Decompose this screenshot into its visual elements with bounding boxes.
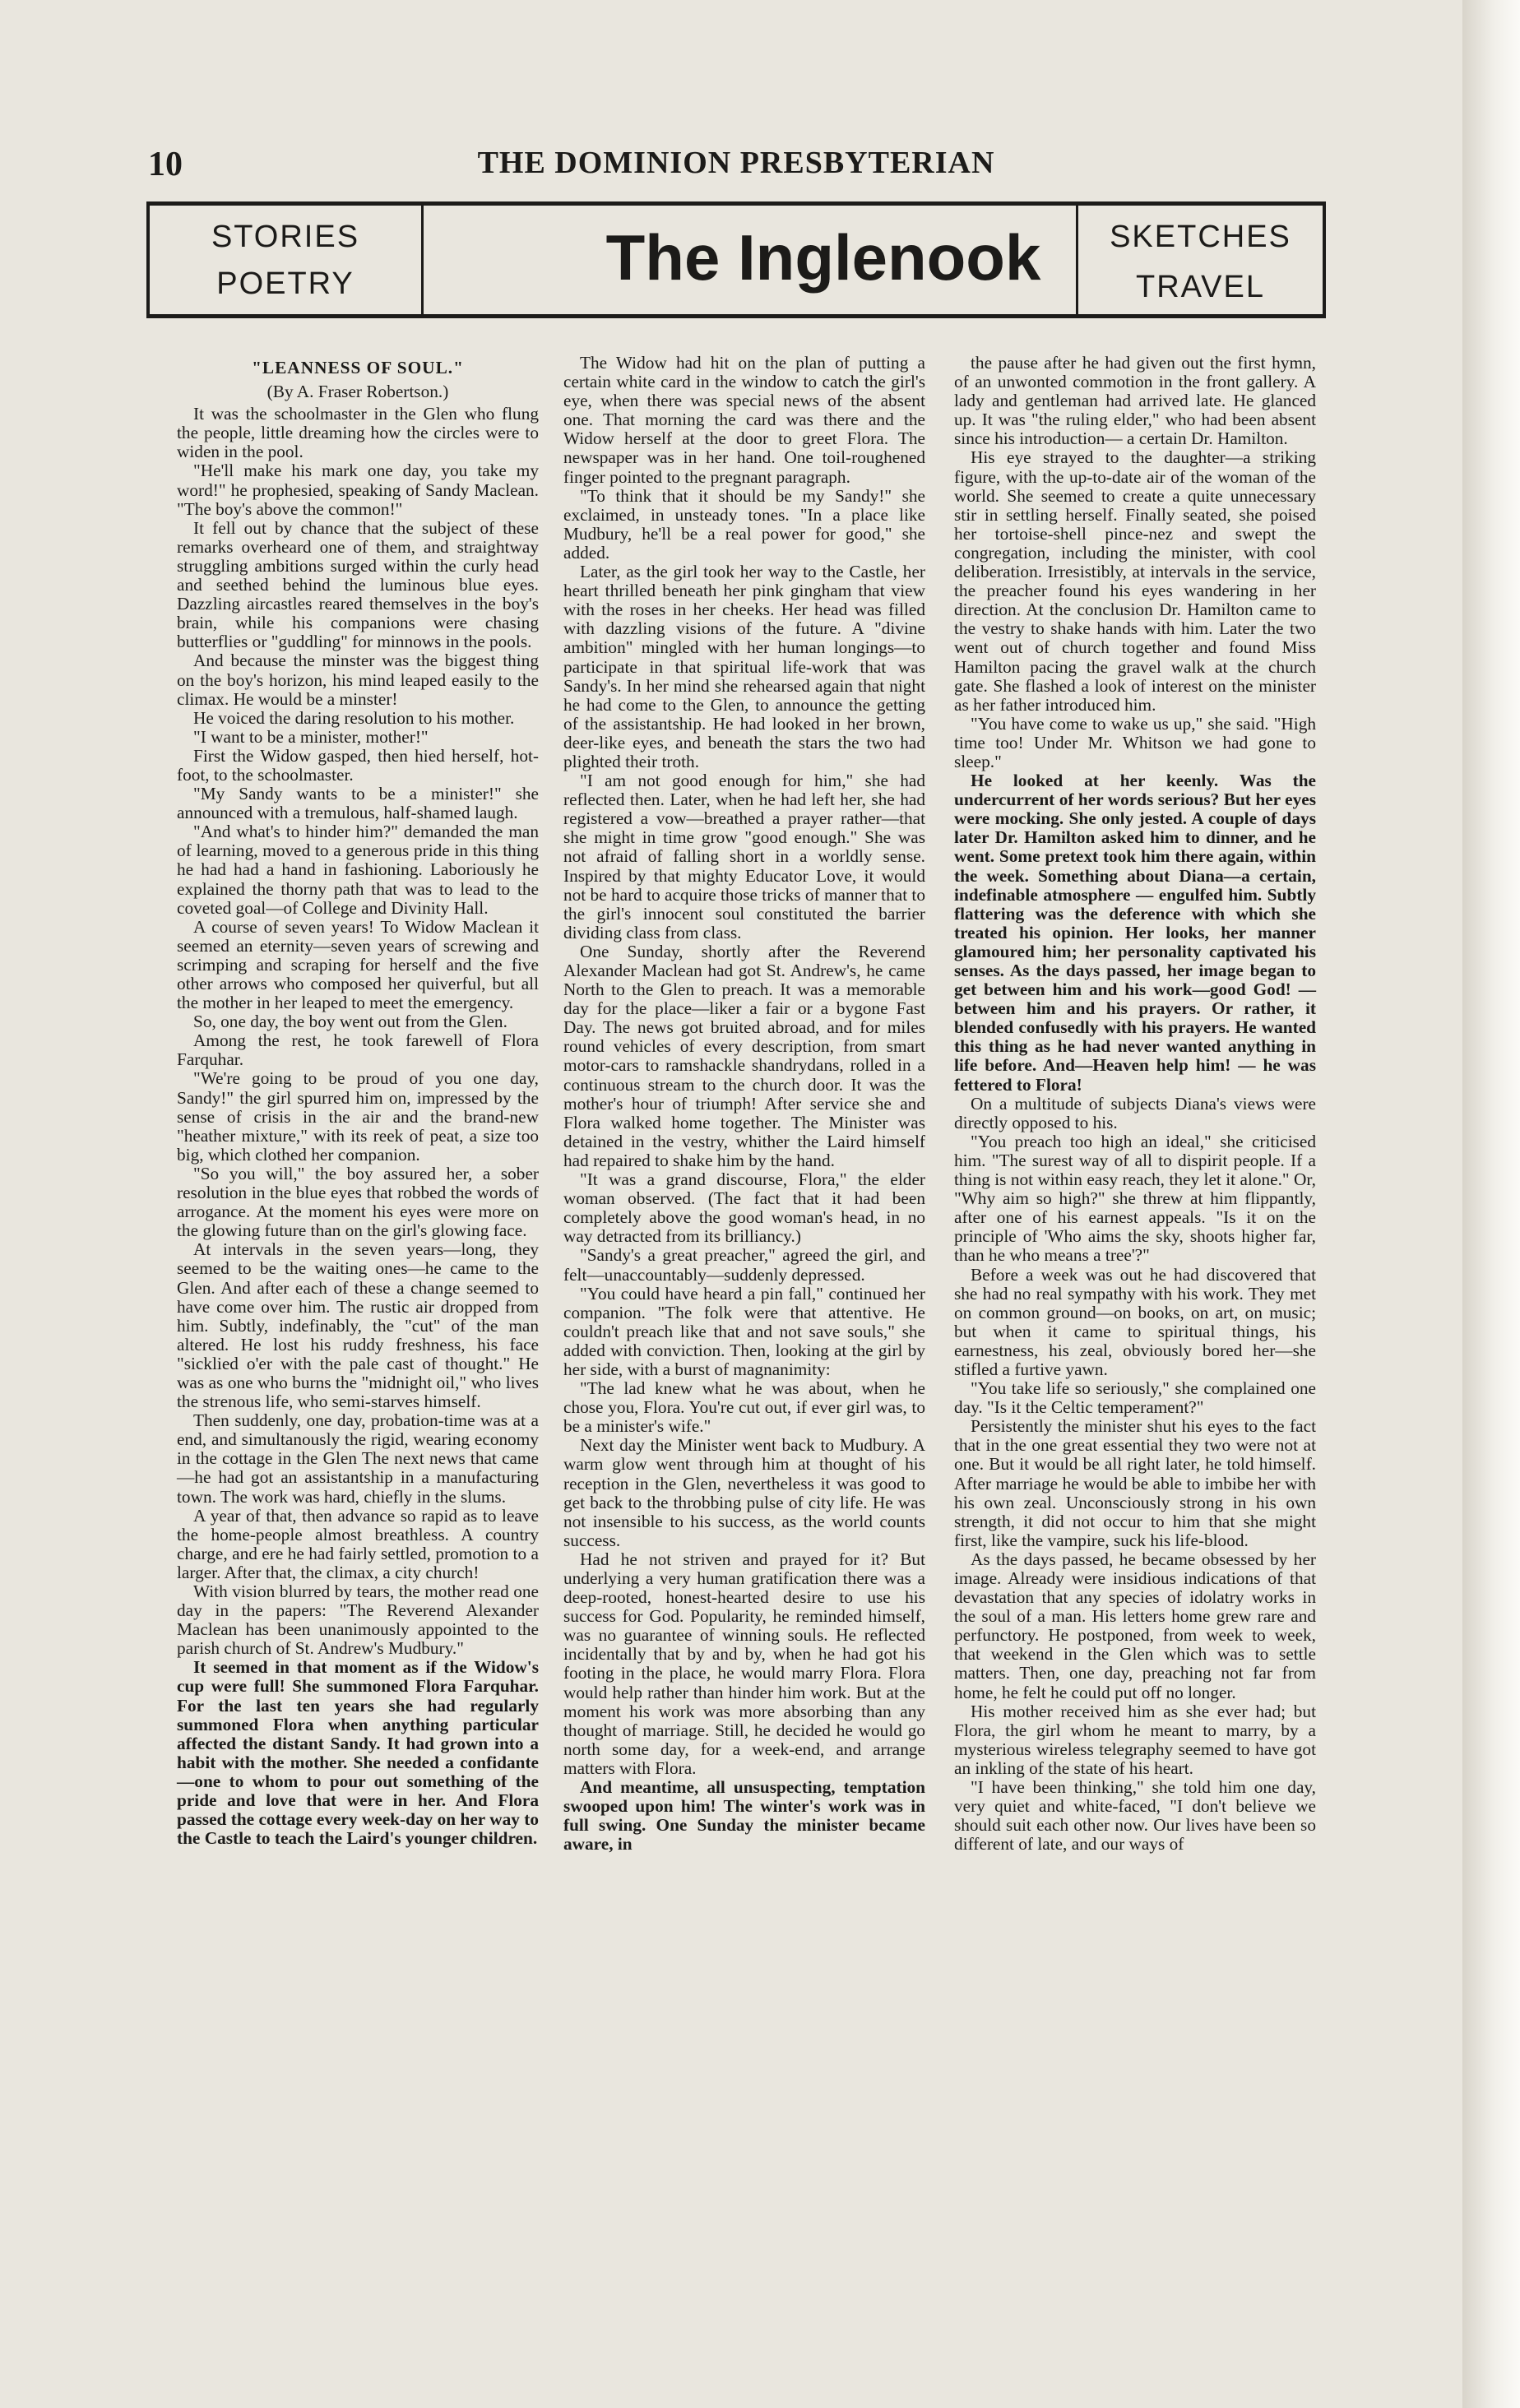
paragraph: "So you will," the boy assured her, a sober resolution in the blue eyes that robbed the words of arrogance. At the moment his eyes were more on the glowing future than on the girl's glowing face.: [177, 1163, 539, 1241]
paragraph: the pause after he had given out the first hymn, of an unwonted commotion in the front gallery. A lady and gentleman had arrived late. He glanced up. It was "the ruling elder," who had been absent since his introduction— a certain Dr. Hamilton.: [954, 353, 1316, 449]
column-1: [177, 354, 539, 1848]
paragraph: And meantime, all unsuspecting, temptation swooped upon him! The winter's work was in full swing. One Sunday the minister became aware, in: [563, 1777, 925, 1855]
paragraph: Among the rest, he took farewell of Flora Farquhar.: [177, 1030, 539, 1070]
banner-stories: STORIES: [211, 220, 360, 254]
paragraph: "The lad knew what he was about, when he chose you, Flora. You're cut out, if ever girl was, to be a minister's wife.": [563, 1378, 925, 1437]
page-edge: [1462, 0, 1520, 2408]
banner-sketches: SKETCHES: [1110, 220, 1291, 254]
banner-travel: TRAVEL: [1135, 270, 1265, 304]
paragraph: "You have come to wake us up," she said. "High time too! Under Mr. Whitson we had gone to sleep.": [954, 713, 1316, 771]
paragraph: First the Widow gasped, then hied herself, hot-foot, to the schoolmaster.: [177, 745, 539, 785]
paragraph: A year of that, then advance so rapid as to leave the home-people almost breathless. A country charge, and ere he had fairly settled, promotion to a larger. After that, the climax, a city church!: [177, 1505, 539, 1582]
paragraph: With vision blurred by tears, the mother read one day in the papers: "The Reverend Alexander Maclean has been unanimously appointed to the parish church of St. Andrew's Mudbury.": [177, 1581, 539, 1659]
paragraph: He voiced the daring resolution to his mother.: [193, 707, 515, 728]
paragraph: "You could have heard a pin fall," continued her companion. "The folk were that attentive. He couldn't preach like that and not save souls," she added with conviction. Then, looking at the girl by her side, with a burst of magnanimity:: [563, 1283, 925, 1379]
column-3: [954, 354, 1316, 1854]
article-byline: (By A. Fraser Robertson.): [266, 382, 449, 402]
paragraph: Had he not striven and prayed for it? But underlying a very human gratification there was a deep-rooted, honest-hearted desire to use his success for God. Popularity, he reminded himself, was no guarantee of winning souls. He reflected incidentally that by and by, when he had got his footing in the place, he would marry Flora. Flora would help rather than hinder him work. But at the moment his work was more absorbing than any thought of marriage. Still, he decided he would go north some day, for a week-end, and arrange matters with Flora.: [563, 1549, 925, 1778]
paragraph: On a multitude of subjects Diana's views were directly opposed to his.: [954, 1093, 1316, 1132]
paragraph: "To think that it should be my Sandy!" she exclaimed, in unsteady tones. "In a place like Mudbury, he'll be a real power for good," she added.: [563, 485, 925, 563]
paragraph: Then suddenly, one day, probation-time was at a end, and simultanously the rigid, wearing economy in the cottage in the Glen The next news that came—he had got an assistantship in a manufacturing town. The work was hard, chiefly in the slums.: [177, 1410, 539, 1507]
section-title: The Inglenook: [605, 221, 1041, 294]
paragraph: It seemed in that moment as if the Widow's cup were full! She summoned Flora Farquhar. For the last ten years she had regularly summoned Flora when anything particular affected the distant Sandy. It had grown into a habit with the mother. She needed a confidante—one to whom to pour out something of the pride and love that were in her. And Flora passed the cottage every week-day on her way to the Castle to teach the Laird's younger children.: [177, 1657, 539, 1849]
section-banner: [146, 201, 1326, 318]
paragraph: Next day the Minister went back to Mudbury. A warm glow went through him at thought of his reception in the Glen, nevertheless it was good to get back to the throbbing pulse of city life. He was not insensible to his success, as the world counts success.: [563, 1435, 925, 1550]
paragraph: "I want to be a minister, mother!": [193, 726, 429, 747]
paragraph: "You preach too high an ideal," she criticised him. "The surest way of all to dispirit people. If a thing is not within easy reach, they let it alone." Or, "Why aim so high?" she threw at him flippantly, after one of his earnest appeals. "Is it on the principle of 'Who aims the sky, shoots higher far, than he who means a tree'?": [954, 1131, 1316, 1266]
paragraph: His mother received him as she ever had; but Flora, the girl whom he meant to marry, by a mysterious wireless telegraphy seemed to have got an inkling of the state of his heart.: [954, 1701, 1316, 1778]
paragraph: As the days passed, he became obsessed by her image. Already were insidious indications of that devastation that any species of idolatry works in the soul of a man. His letters home grew rare and perfunctory. He postponed, from week to week, that weekend in the Glen which was to settle matters. Then, one day, preaching not far from home, he felt he could put off no longer.: [954, 1549, 1316, 1702]
banner-right: [1076, 206, 1323, 314]
paragraph: "And what's to hinder him?" demanded the man of learning, moved to a generous pride in this thing he had had a hand in fashioning. Laboriously he explained the thorny path that was to lead to the coveted goal—of College and Divinity Hall.: [177, 822, 539, 918]
paragraph: "I have been thinking," she told him one day, very quiet and white-faced, "I don't believe we should suit each other now. Our lives have been so different of late, and our ways of: [954, 1777, 1316, 1855]
publication-title: THE DOMINION PRESBYTERIAN: [477, 146, 995, 180]
paragraph: "I am not good enough for him," she had reflected then. Later, when he had left her, she had registered a vow—breathed a prayer rather—that she might in time grow "good enough." She was not afraid of falling short in a worldly sense. Inspired by that mighty Educator Love, it would not be hard to acquire those tricks of manner that to the girl's innocent soul constituted the barrier dividing class from class.: [563, 771, 925, 942]
paragraph: Before a week was out he had discovered that she had no real sympathy with his work. They met on common ground—on books, on art, on music; but when it came to spiritual things, his earnestness, his zeal, obviously bored her—she stifled a furtive yawn.: [954, 1264, 1316, 1379]
article-heading: "LEANNESS OF SOUL.": [252, 358, 464, 377]
article-columns: [177, 354, 1320, 2377]
paragraph: Persistently the minister shut his eyes to the fact that in the one great essential they two were not at one. But it would be all right later, he told himself. After marriage he would be able to imbibe her with his own zeal. Unconsciously strong in his own strength, it did not occur to him that she might first, like the vampire, suck his life-blood.: [954, 1416, 1316, 1550]
page-number: 10: [148, 146, 183, 183]
paragraph: "My Sandy wants to be a minister!" she announced with a tremulous, half-shamed laugh.: [177, 784, 539, 823]
paragraph: The Widow had hit on the plan of putting a certain white card in the window to catch the girl's eye, when there was special news of the absent one. That morning the card was there and the Widow herself at the door to greet Flora. The newspaper was in her hand. One toil-roughened finger pointed to the pregnant paragraph.: [563, 353, 925, 487]
running-header: [148, 140, 1324, 189]
column-2: [563, 354, 925, 1854]
paragraph: It fell out by chance that the subject of these remarks overheard one of them, and straightway struggling ambitions surged within the curly head and seethed behind the luminous blue eyes. Dazzling aircastles reared themselves in the boy's brain, while his companions were chasing butterflies or "guddling" for minnows in the pools.: [177, 517, 539, 652]
paragraph: "Sandy's a great preacher," agreed the girl, and felt—unaccountably—suddenly depressed.: [563, 1245, 925, 1285]
paragraph: Later, as the girl took her way to the Castle, her heart thrilled beneath her pink gingham that view with the roses in her cheeks. Her head was filled with dazzling visions of the future. A "divine ambition" mingled with her human longings—to participate in that spiritual life-work that was Sandy's. In her mind she rehearsed again that night he had come to the Glen, to announce the getting of the assistantship. He had looked in her brown, deer-like eyes, and beneath the stars the two had plighted their troth.: [563, 562, 925, 771]
paragraph: "We're going to be proud of you one day, Sandy!" the girl spurred him on, impressed by the sense of crisis in the air and the brand-new "heather mixture," with its reek of peat, a size too big, which clothed her companion.: [177, 1068, 539, 1165]
paragraph: At intervals in the seven years—long, they seemed to be the waiting ones—he came to the Glen. And after each of these a change seemed to have come over him. The rustic air dropped from him. Subtly, indefinably, the "cut" of the man altered. He lost his ruddy freshness, his face "sicklied o'er with the pale cast of thought." He was as one who burns the "midnight oil," who lives the strenous life, who semi-starves himself.: [177, 1239, 539, 1412]
banner-left: [150, 206, 424, 314]
banner-poetry: POETRY: [216, 266, 355, 301]
paragraph: And because the minster was the biggest thing on the boy's horizon, his mind leaped easily to the climax. He would be a minster!: [177, 651, 539, 709]
paragraph: His eye strayed to the daughter—a striking figure, with the up-to-date air of the woman of the world. She seemed to create a quite unnecessary stir in settling herself. Finally seated, she poised her tortoise-shell pince-nez and swept the congregation, including the minister, with cool deliberation. Irresistibly, at intervals in the service, the preacher found his eyes wandering in her direction. At the conclusion Dr. Hamilton came to the vestry to shake hands with him. Later the two went out of church together and found Miss Hamilton pacing the gravel walk at the church gate. She flashed a look of interest on the minister as her father introduced him.: [954, 447, 1316, 715]
paragraph: A course of seven years! To Widow Maclean it seemed an eternity—seven years of screwing and scrimping and scraping for herself and the five other arrows who composed her quiverful, but all the mother in her leaped to meet the emergency.: [177, 916, 539, 1013]
paragraph: "It was a grand discourse, Flora," the elder woman observed. (The fact that it had been completely above the good woman's head, in no way detracted from its brilliancy.): [563, 1169, 925, 1247]
paragraph: It was the schoolmaster in the Glen who flung the people, little dreaming how the circles were to widen in the pool.: [177, 404, 539, 462]
paragraph: He looked at her keenly. Was the undercurrent of her words serious? But her eyes were mocking. She only jested. A couple of days later Dr. Hamilton asked him to dinner, and he went. Some pretext took him there again, within the week. Something about Diana—a certain, indefinable atmosphere — engulfed him. Subtly flattering was the deference with which she treated his opinion. Her looks, her manner glamoured him; her personality captivated his senses. As the days passed, her image began to get between him and his work—good God! —between him and his prayers. Or rather, it blended confusedly with his prayers. He wanted this thing as he had never wanted anything in life before. And—Heaven help him! — he was fettered to Flora!: [954, 771, 1316, 1095]
paragraph: So, one day, the boy went out from the Glen.: [193, 1012, 507, 1032]
paragraph: "You take life so seriously," she complained one day. "Is it the Celtic temperament?": [954, 1378, 1316, 1418]
paragraph: "He'll make his mark one day, you take my word!" he prophesied, speaking of Sandy Maclean. "The boy's above the common!": [177, 461, 539, 519]
paragraph: One Sunday, shortly after the Reverend Alexander Maclean had got St. Andrew's, he came North to the Glen to preach. It was a memorable day for the place—liker a fair or a bygone Fast Day. The news got bruited abroad, and for miles round vehicles of every description, from smart motor-cars to ramshackle shandrydans, rolled in a continuous stream to the church door. It was the mother's hour of triumph! After service she and Flora walked home together. The Minister was detained in the vestry, whither the Laird himself had repaired to shake him by the hand.: [563, 941, 925, 1170]
